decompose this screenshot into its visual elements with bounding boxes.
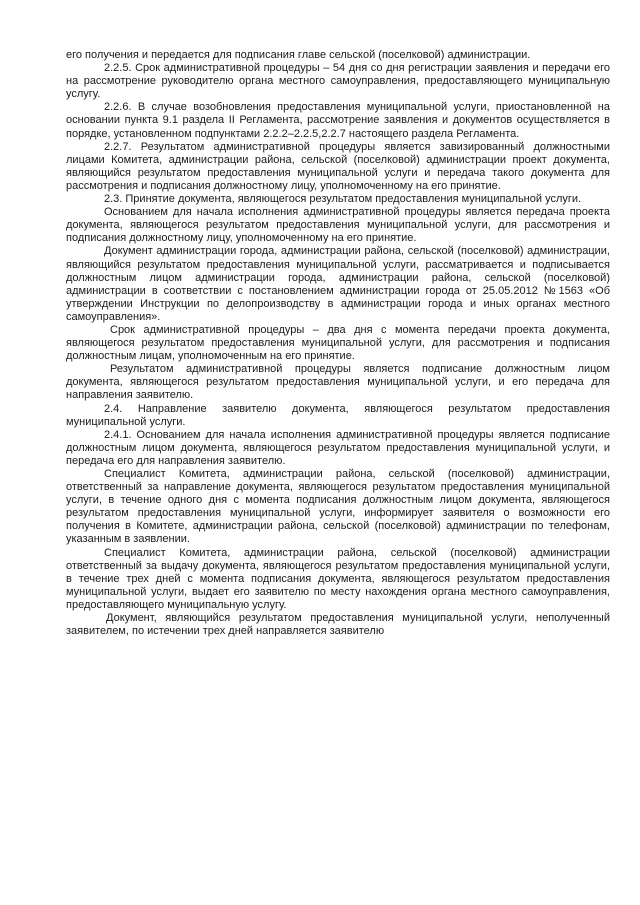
paragraph-2-4-unclaimed: Документ, являющийся результатом предоставления муниципальной услуги, неполученный заявителем, по истечении трех дней направляется заявителю xyxy=(66,612,610,638)
paragraph-2-3-heading: 2.3. Принятие документа, являющегося результатом предоставления муниципальной услуги. xyxy=(104,193,582,206)
paragraph-2-3-document: Документ администрации города, администрации района, сельской (поселковой) администрации, являющийся результатом предоставления муниципальной услуги, рассматривается и подписывается должностным лицом администрации города, администрации района, сельской (поселковой) администрации в соответствии с постановлением администрации города от 25.05.2012 №1563 «Об утверждении Инструкции по делопроизводству в администрации города и иных органах местного самоуправления». xyxy=(66,245,610,323)
paragraph-2-2-7: 2.2.7. Результатом административной процедуры является завизированный должностными лицами Комитета, администрации района, сельской (поселковой) администрации проект документа, являющийся результатом предоставления муниципальной услуги и передача такого документа для рассмотрения и подписания должностному лицу, уполномоченному на его принятие. xyxy=(66,140,610,192)
paragraph-2-4-1: 2.4.1. Основанием для начала исполнения административной процедуры является подписание должностным лицом документа, являющегося результатом предоставления муниципальной услуги, и передача его для направления заявителю. xyxy=(66,428,610,467)
paragraph-2-2-5: 2.2.5. Срок административной процедуры – 54 дня со дня регистрации заявления и передачи его на рассмотрение руководителю органа местного самоуправления, предоставляющего муниципальную услугу. xyxy=(66,62,610,101)
paragraph-2-2-6: 2.2.6. В случае возобновления предоставления муниципальной услуги, приостановленной на основании пункта 9.1 раздела II Регламента, рассмотрение заявления и документов осуществляется в порядке, установленном подпунктами 2.2.2–2.2.5,2.2.7 настоящего раздела Регламента. xyxy=(66,101,610,140)
paragraph-2-4-issue: Специалист Комитета, администрации района, сельской (поселковой) администрации ответственный за выдачу документа, являющегося результатом предоставления муниципальной услуги, в течение трех дней с момента подписания документа, являющегося результатом предоставления муниципальной услуги, выдает его заявителю по месту нахождения органа местного самоуправления, предоставляющего муниципальную услугу. xyxy=(66,546,610,611)
paragraph-2-3-result: Результатом административной процедуры является подписание должностным лицом документа, являющегося результатом предоставления муниципальной услуги, и его передача для направления заявителю. xyxy=(66,363,610,402)
paragraph-2-3-term: Срок административной процедуры – два дня с момента передачи проекта документа, являющегося результатом предоставления муниципальной услуги, для рассмотрения и подписания должностным лицам, уполномоченным на его принятие. xyxy=(66,323,610,363)
paragraph-2-4-heading: 2.4. Направление заявителю документа, являющегося результатом предоставления муниципальной услуги. xyxy=(66,402,610,428)
paragraph-continuation: его получения и передается для подписания главе сельской (поселковой) администрации. xyxy=(66,49,531,61)
paragraph-2-3-basis: Основанием для начала исполнения административной процедуры является передача проекта документа, являющегося результатом предоставления муниципальной услуги, для рассмотрения и подписания должностному лицу, уполномоченному на его принятие. xyxy=(66,206,610,245)
paragraph-2-4-notify: Специалист Комитета, администрации района, сельской (поселковой) администрации, ответственный за направление документа, являющегося результатом предоставления муниципальной услуги, в течение одного дня с момента подписания должностным лицом документа, являющегося результатом предоставления муниципальной услуги, информирует заявителя о возможности его получения в Комитете, администрации района, сельской (поселковой) администрации по телефонам, указанным в заявлении. xyxy=(66,468,610,546)
document-page xyxy=(66,49,610,638)
